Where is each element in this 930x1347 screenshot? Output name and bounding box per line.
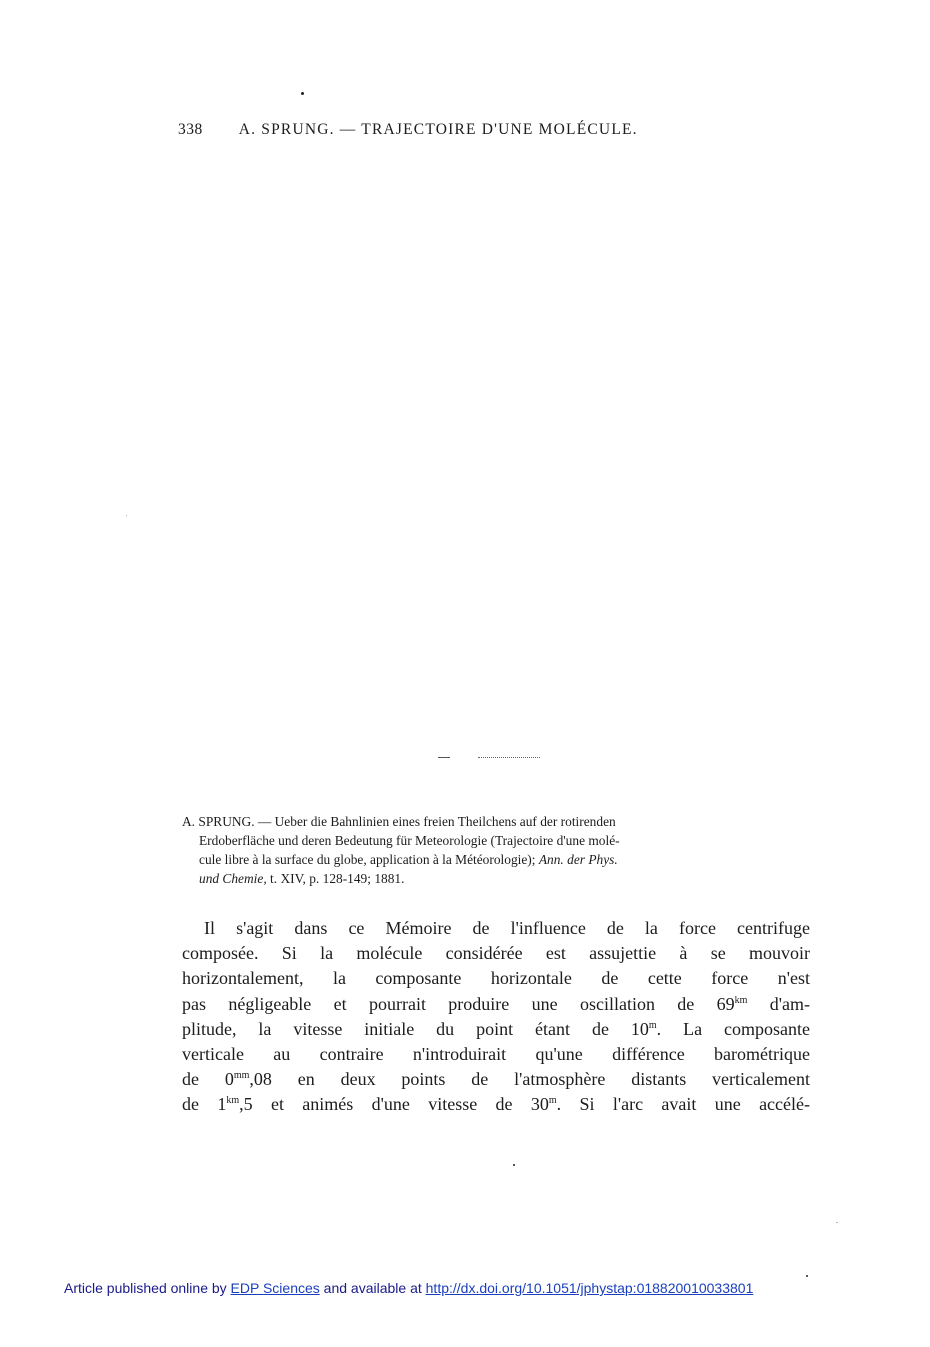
scan-speck bbox=[513, 1164, 515, 1166]
publisher-link[interactable]: EDP Sciences bbox=[230, 1280, 320, 1296]
page-number: 338 bbox=[178, 121, 203, 138]
citation-line: und Chemie, t. XIV, p. 128-149; 1881. bbox=[199, 871, 405, 886]
scan-speck bbox=[836, 1222, 838, 1223]
scan-speck bbox=[126, 515, 127, 516]
journal-title: Ann. der Phys. bbox=[538, 852, 618, 867]
scan-speck bbox=[806, 1275, 808, 1277]
citation-line: Erdoberfläche und deren Bedeutung für Meteorologie (Trajectoire d'une molé- bbox=[199, 833, 620, 848]
journal-title-cont: und Chemie, bbox=[199, 871, 267, 886]
body-line: horizontalement, la composante horizontale de cette force n'est bbox=[182, 968, 810, 989]
scan-speck bbox=[301, 92, 304, 95]
running-title: A. SPRUNG. — TRAJECTOIRE D'UNE MOLÉCULE. bbox=[238, 121, 638, 138]
body-line: Il s'agit dans ce Mémoire de l'influence de la force centrifuge bbox=[204, 918, 810, 938]
body-line: de $1^{km},5$ et animés d'une vitesse de 30$^m$. Si l'arc avait une accélé- bbox=[182, 1094, 811, 1115]
body-line: composée. Si la molécule considérée est assujettie à se mouvoir bbox=[182, 943, 810, 964]
citation-line: A. SPRUNG. — Ueber die Bahnlinien eines freien Theilchens auf der rotirenden bbox=[182, 814, 616, 829]
body-line: verticale au contraire n'introduirait qu'une différence barométrique bbox=[182, 1044, 810, 1065]
doi-link[interactable]: http://dx.doi.org/10.1051/jphystap:018820010033801 bbox=[425, 1280, 754, 1296]
body-line: pas négligeable et pourrait produire une oscillation de $69^{km}$ d'am- bbox=[182, 993, 810, 1014]
body-line: de $0^{mm},08$ en deux points de l'atmosphère distants verticalement bbox=[182, 1069, 810, 1090]
running-head bbox=[178, 121, 778, 143]
bibliographic-citation bbox=[182, 812, 810, 888]
publication-footer bbox=[64, 1280, 824, 1300]
body-paragraph bbox=[182, 916, 810, 1118]
citation-line: cule libre à la surface du globe, application à la Météorologie); Ann. der Phys. bbox=[199, 852, 618, 867]
section-divider bbox=[438, 755, 548, 759]
footer-prefix: Article published online by bbox=[64, 1280, 231, 1296]
footer-middle: and available at bbox=[319, 1280, 426, 1296]
body-line: plitude, la vitesse initiale du point étant de 10$^m$. La composante bbox=[182, 1018, 810, 1039]
